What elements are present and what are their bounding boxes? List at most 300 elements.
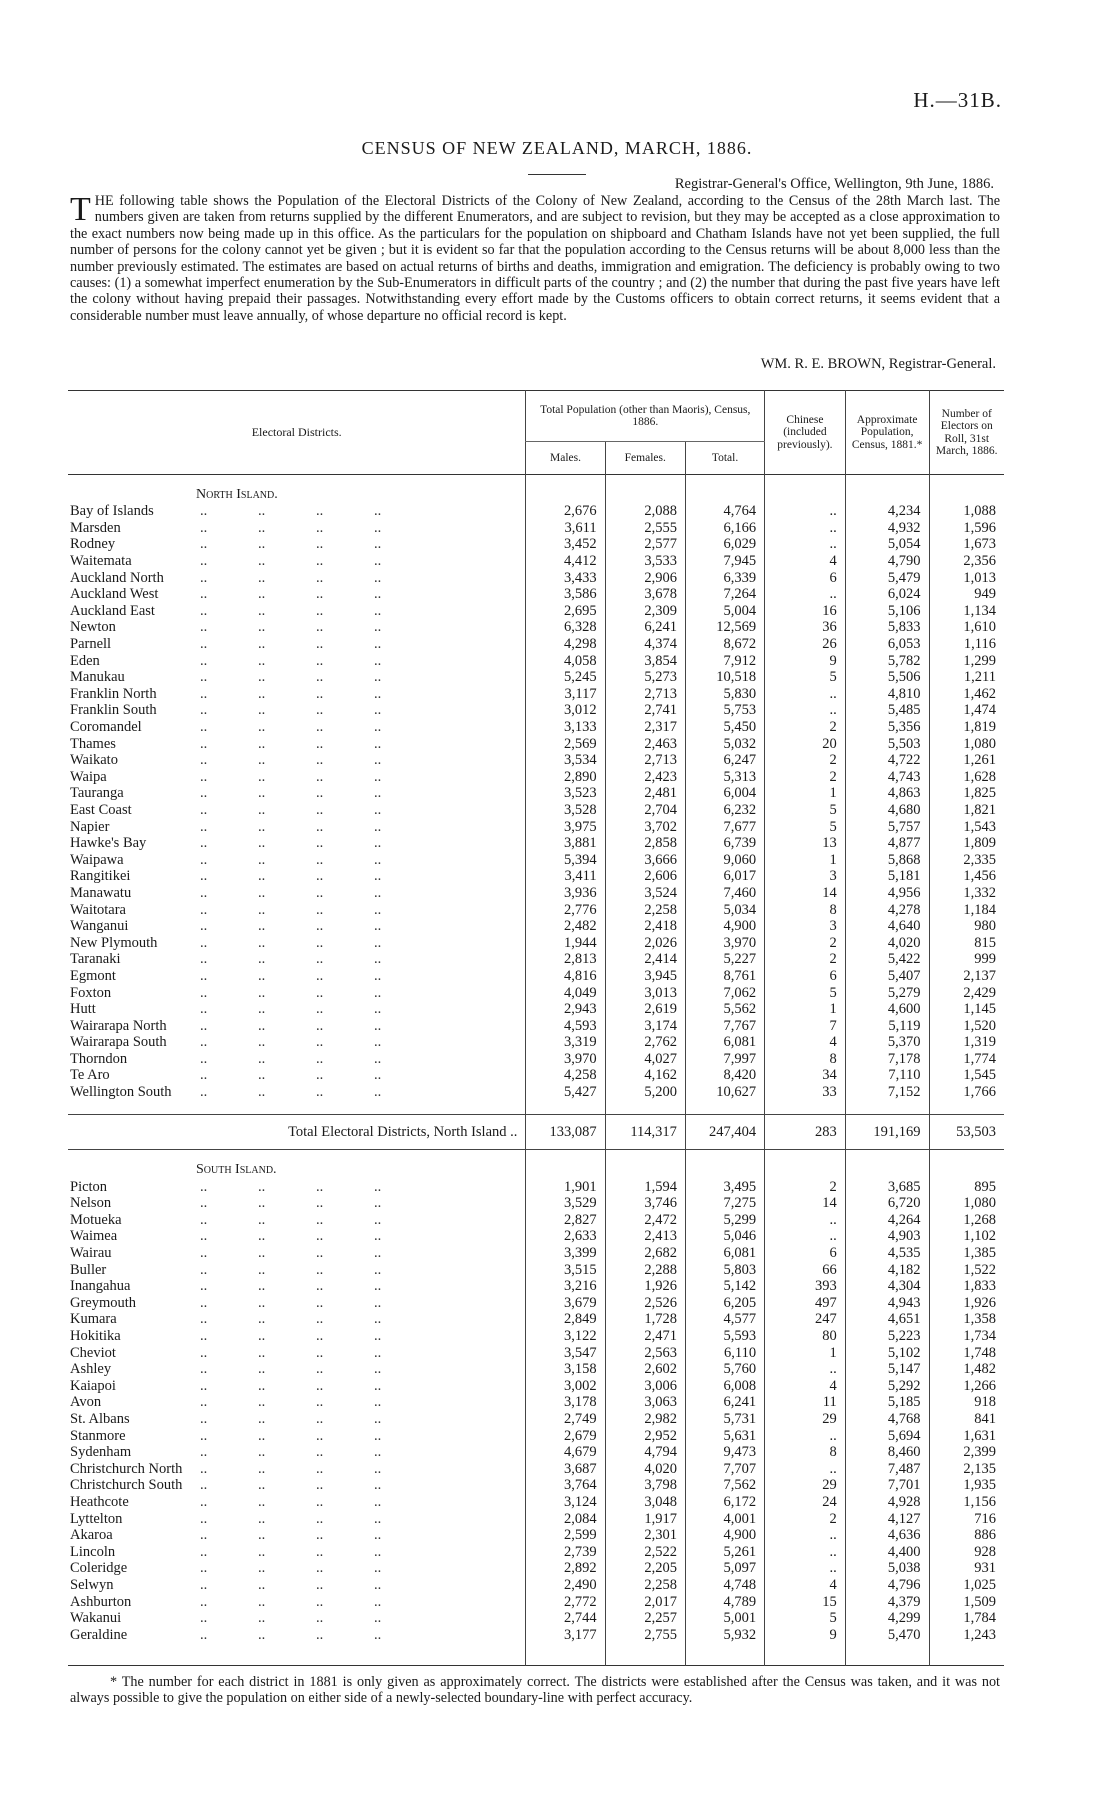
- leader-dots: ..: [316, 1460, 324, 1477]
- electors-cell: 2,356: [929, 553, 1004, 570]
- chinese-cell: 4: [765, 1034, 846, 1051]
- electors-cell: 1,610: [929, 619, 1004, 636]
- district-cell: [68, 1295, 526, 1312]
- table-row: [68, 1560, 1004, 1577]
- males-cell: 3,319: [526, 1034, 605, 1051]
- females-cell: 2,471: [605, 1328, 685, 1345]
- leader-dots: ..: [258, 1361, 266, 1378]
- females-cell: 2,288: [605, 1261, 685, 1278]
- males-cell: 3,117: [526, 686, 605, 703]
- approx-1881-cell: 5,119: [845, 1017, 929, 1034]
- leader-dots: ..: [316, 752, 324, 769]
- males-cell: 3,124: [526, 1494, 605, 1511]
- total-cell: 5,001: [685, 1610, 764, 1627]
- leader-dots: ..: [200, 669, 208, 686]
- total-electors: 53,503: [929, 1115, 1004, 1150]
- females-cell: 4,794: [605, 1444, 685, 1461]
- chinese-cell: 9: [765, 652, 846, 669]
- chinese-cell: 8: [765, 901, 846, 918]
- district-cell: [68, 603, 526, 620]
- leader-dots: ..: [200, 934, 208, 951]
- chinese-cell: 2: [765, 752, 846, 769]
- table-row: [68, 1344, 1004, 1361]
- leader-dots: ..: [258, 586, 266, 603]
- table-row: [68, 1195, 1004, 1212]
- header-population: Total Population (other than Maoris), Census, 1886.: [526, 391, 765, 442]
- total-cell: 4,001: [685, 1510, 764, 1527]
- leader-dots: ..: [200, 1377, 208, 1394]
- leader-dots: ..: [258, 1427, 266, 1444]
- table-row: [68, 851, 1004, 868]
- leader-dots: ..: [374, 685, 382, 702]
- leader-dots: ..: [316, 536, 324, 553]
- table-row: [68, 835, 1004, 852]
- divider: [528, 174, 586, 175]
- table-row: [68, 1051, 1004, 1068]
- district-cell: [68, 951, 526, 968]
- electors-cell: 1,520: [929, 1017, 1004, 1034]
- electors-cell: 1,243: [929, 1626, 1004, 1643]
- table-row: [68, 885, 1004, 902]
- table-row: [68, 934, 1004, 951]
- chinese-cell: 29: [765, 1477, 846, 1494]
- males-cell: 2,695: [526, 603, 605, 620]
- electors-cell: 1,809: [929, 835, 1004, 852]
- district-name: Waipawa: [70, 851, 124, 868]
- chinese-cell: 2: [765, 769, 846, 786]
- district-name: Taranaki: [70, 951, 121, 968]
- district-cell: [68, 1394, 526, 1411]
- males-cell: 2,679: [526, 1427, 605, 1444]
- leader-dots: ..: [258, 1228, 266, 1245]
- district-name: Thames: [70, 735, 116, 752]
- district-name: Waitotara: [70, 901, 126, 918]
- males-cell: 3,515: [526, 1261, 605, 1278]
- leader-dots: ..: [200, 652, 208, 669]
- leader-dots: ..: [316, 1344, 324, 1361]
- table-row: [68, 1261, 1004, 1278]
- females-cell: 2,481: [605, 785, 685, 802]
- total-cell: 10,518: [685, 669, 764, 686]
- males-cell: 3,523: [526, 785, 605, 802]
- approx-1881-cell: 4,928: [845, 1494, 929, 1511]
- leader-dots: ..: [374, 1361, 382, 1378]
- leader-dots: ..: [374, 1178, 382, 1195]
- approx-1881-cell: 7,152: [845, 1084, 929, 1101]
- approx-1881-cell: 5,485: [845, 702, 929, 719]
- electors-cell: 931: [929, 1560, 1004, 1577]
- approx-1881-cell: 5,503: [845, 735, 929, 752]
- total-cell: 5,142: [685, 1278, 764, 1295]
- leader-dots: ..: [316, 768, 324, 785]
- females-cell: 2,257: [605, 1610, 685, 1627]
- table-row: [68, 1295, 1004, 1312]
- leader-dots: ..: [258, 519, 266, 536]
- approx-1881-cell: 4,535: [845, 1245, 929, 1262]
- approx-1881-cell: 5,279: [845, 984, 929, 1001]
- table-row: [68, 785, 1004, 802]
- table-row: [68, 503, 1004, 520]
- leader-dots: ..: [258, 1261, 266, 1278]
- chinese-cell: ..: [765, 1212, 846, 1229]
- females-cell: 2,526: [605, 1295, 685, 1312]
- leader-dots: ..: [258, 835, 266, 852]
- total-cell: 4,789: [685, 1593, 764, 1610]
- district-name: Waimea: [70, 1228, 118, 1245]
- header-females: Females.: [605, 442, 685, 475]
- leader-dots: ..: [258, 553, 266, 570]
- leader-dots: ..: [200, 918, 208, 935]
- males-cell: 3,586: [526, 586, 605, 603]
- table-row: [68, 1577, 1004, 1594]
- electors-cell: 1,462: [929, 686, 1004, 703]
- district-cell: [68, 536, 526, 553]
- leader-dots: ..: [316, 1427, 324, 1444]
- table-row: [68, 868, 1004, 885]
- total-cell: 6,110: [685, 1344, 764, 1361]
- table-row: [68, 984, 1004, 1001]
- leader-dots: ..: [374, 801, 382, 818]
- males-cell: 4,412: [526, 553, 605, 570]
- electors-cell: 1,080: [929, 735, 1004, 752]
- district-cell: [68, 752, 526, 769]
- leader-dots: ..: [316, 1278, 324, 1295]
- total-cell: 7,264: [685, 586, 764, 603]
- females-cell: 3,678: [605, 586, 685, 603]
- district-name: Wairarapa North: [70, 1017, 167, 1034]
- total-cell: 9,060: [685, 851, 764, 868]
- leader-dots: ..: [200, 884, 208, 901]
- chinese-cell: ..: [765, 1460, 846, 1477]
- females-cell: 2,982: [605, 1411, 685, 1428]
- chinese-cell: ..: [765, 1527, 846, 1544]
- leader-dots: ..: [316, 901, 324, 918]
- males-cell: 5,245: [526, 669, 605, 686]
- district-cell: [68, 1311, 526, 1328]
- leader-dots: ..: [316, 1178, 324, 1195]
- leader-dots: ..: [374, 835, 382, 852]
- total-cell: 5,753: [685, 702, 764, 719]
- leader-dots: ..: [316, 519, 324, 536]
- electors-cell: 2,135: [929, 1460, 1004, 1477]
- leader-dots: ..: [200, 1361, 208, 1378]
- leader-dots: ..: [200, 1560, 208, 1577]
- electors-cell: 1,774: [929, 1051, 1004, 1068]
- chinese-cell: 3: [765, 918, 846, 935]
- leader-dots: ..: [200, 1195, 208, 1212]
- district-cell: [68, 569, 526, 586]
- males-cell: 3,881: [526, 835, 605, 852]
- females-cell: 2,414: [605, 951, 685, 968]
- table-row: [68, 1067, 1004, 1084]
- electors-cell: 1,145: [929, 1001, 1004, 1018]
- females-cell: 2,713: [605, 752, 685, 769]
- table-row: [68, 1510, 1004, 1527]
- approx-1881-cell: 5,479: [845, 569, 929, 586]
- approx-1881-cell: 5,757: [845, 818, 929, 835]
- leader-dots: ..: [374, 1001, 382, 1018]
- females-cell: 2,423: [605, 769, 685, 786]
- leader-dots: ..: [258, 1576, 266, 1593]
- females-cell: 3,006: [605, 1378, 685, 1395]
- electors-cell: 1,211: [929, 669, 1004, 686]
- leader-dots: ..: [316, 1394, 324, 1411]
- district-name: Eden: [70, 652, 100, 669]
- approx-1881-cell: 4,943: [845, 1295, 929, 1312]
- district-cell: [68, 1577, 526, 1594]
- total-females: 114,317: [605, 1115, 685, 1150]
- district-name: Manawatu: [70, 884, 132, 901]
- district-name: Christchurch South: [70, 1477, 183, 1494]
- district-cell: [68, 1610, 526, 1627]
- electors-cell: 1,734: [929, 1328, 1004, 1345]
- males-cell: 2,599: [526, 1527, 605, 1544]
- district-name: Waikato: [70, 752, 118, 769]
- leader-dots: ..: [316, 984, 324, 1001]
- leader-dots: ..: [316, 1261, 324, 1278]
- females-cell: 2,258: [605, 1577, 685, 1594]
- leader-dots: ..: [316, 586, 324, 603]
- leader-dots: ..: [200, 719, 208, 736]
- electors-cell: 1,833: [929, 1278, 1004, 1295]
- approx-1881-cell: 4,651: [845, 1311, 929, 1328]
- total-row: [68, 1115, 1004, 1150]
- chinese-cell: 2: [765, 951, 846, 968]
- males-cell: 2,813: [526, 951, 605, 968]
- total-cell: 6,172: [685, 1494, 764, 1511]
- district-cell: [68, 1067, 526, 1084]
- footnote: [70, 1674, 1000, 1707]
- district-cell: [68, 1261, 526, 1278]
- leader-dots: ..: [200, 735, 208, 752]
- electors-cell: 1,784: [929, 1610, 1004, 1627]
- table-row: [68, 1017, 1004, 1034]
- signature: WM. R. E. BROWN, Registrar-General.: [760, 356, 996, 372]
- chinese-cell: 1: [765, 1344, 846, 1361]
- males-cell: 3,178: [526, 1394, 605, 1411]
- table-row: [68, 586, 1004, 603]
- leader-dots: ..: [374, 1211, 382, 1228]
- district-name: Akaroa: [70, 1527, 113, 1544]
- approx-1881-cell: 5,102: [845, 1344, 929, 1361]
- leader-dots: ..: [258, 901, 266, 918]
- leader-dots: ..: [258, 1278, 266, 1295]
- district-cell: [68, 1017, 526, 1034]
- district-cell: [68, 934, 526, 951]
- leader-dots: ..: [200, 1034, 208, 1051]
- district-name: Waitemata: [70, 553, 132, 570]
- leader-dots: ..: [374, 719, 382, 736]
- leader-dots: ..: [258, 652, 266, 669]
- females-cell: 2,762: [605, 1034, 685, 1051]
- approx-1881-cell: 5,038: [845, 1560, 929, 1577]
- leader-dots: ..: [374, 669, 382, 686]
- leader-dots: ..: [200, 835, 208, 852]
- leader-dots: ..: [316, 801, 324, 818]
- district-name: Wanganui: [70, 918, 129, 935]
- district-cell: [68, 1344, 526, 1361]
- table-row: [68, 520, 1004, 537]
- total-cell: 7,460: [685, 885, 764, 902]
- females-cell: 2,906: [605, 569, 685, 586]
- electors-cell: 2,429: [929, 984, 1004, 1001]
- leader-dots: ..: [316, 553, 324, 570]
- district-name: East Coast: [70, 801, 132, 818]
- chinese-cell: 29: [765, 1411, 846, 1428]
- leader-dots: ..: [374, 1527, 382, 1544]
- chinese-cell: 80: [765, 1328, 846, 1345]
- males-cell: 1,901: [526, 1178, 605, 1195]
- table-row: [68, 669, 1004, 686]
- leader-dots: ..: [374, 1593, 382, 1610]
- table-row: [68, 569, 1004, 586]
- males-cell: 3,177: [526, 1626, 605, 1643]
- district-name: New Plymouth: [70, 934, 158, 951]
- leader-dots: ..: [258, 884, 266, 901]
- females-cell: 5,200: [605, 1084, 685, 1101]
- electors-cell: 1,332: [929, 885, 1004, 902]
- males-cell: 2,482: [526, 918, 605, 935]
- leader-dots: ..: [316, 1593, 324, 1610]
- males-cell: 3,970: [526, 1051, 605, 1068]
- table-row: [68, 1378, 1004, 1395]
- approx-1881-cell: 5,106: [845, 603, 929, 620]
- females-cell: 3,854: [605, 652, 685, 669]
- district-cell: [68, 1543, 526, 1560]
- leader-dots: ..: [316, 818, 324, 835]
- leader-dots: ..: [316, 934, 324, 951]
- district-name: Greymouth: [70, 1294, 137, 1311]
- table-row: [68, 1311, 1004, 1328]
- district-name: Ashburton: [70, 1593, 132, 1610]
- total-cell: 5,032: [685, 735, 764, 752]
- males-cell: 2,943: [526, 1001, 605, 1018]
- males-cell: 2,084: [526, 1510, 605, 1527]
- electors-cell: 1,116: [929, 636, 1004, 653]
- district-name: Te Aro: [70, 1067, 110, 1084]
- table-row: [68, 1394, 1004, 1411]
- approx-1881-cell: 5,370: [845, 1034, 929, 1051]
- females-cell: 1,917: [605, 1510, 685, 1527]
- chinese-cell: 497: [765, 1295, 846, 1312]
- chinese-cell: 16: [765, 603, 846, 620]
- total-cell: 4,577: [685, 1311, 764, 1328]
- females-cell: 2,682: [605, 1245, 685, 1262]
- total-cell: 6,004: [685, 785, 764, 802]
- table-row: [68, 901, 1004, 918]
- approx-1881-cell: 5,694: [845, 1427, 929, 1444]
- leader-dots: ..: [258, 1560, 266, 1577]
- header-males: Males.: [526, 442, 605, 475]
- district-cell: [68, 1411, 526, 1428]
- chinese-cell: ..: [765, 1427, 846, 1444]
- leader-dots: ..: [258, 967, 266, 984]
- leader-dots: ..: [374, 1543, 382, 1560]
- leader-dots: ..: [374, 1067, 382, 1084]
- females-cell: 2,755: [605, 1626, 685, 1643]
- district-cell: [68, 769, 526, 786]
- leader-dots: ..: [200, 785, 208, 802]
- electors-cell: 980: [929, 918, 1004, 935]
- chinese-cell: 4: [765, 1378, 846, 1395]
- electors-cell: 1,819: [929, 719, 1004, 736]
- district-cell: [68, 1510, 526, 1527]
- table-row: [68, 951, 1004, 968]
- leader-dots: ..: [258, 669, 266, 686]
- males-cell: 4,049: [526, 984, 605, 1001]
- leader-dots: ..: [374, 901, 382, 918]
- electors-cell: 1,935: [929, 1477, 1004, 1494]
- leader-dots: ..: [374, 884, 382, 901]
- table-row: [68, 802, 1004, 819]
- district-name: Wairarapa South: [70, 1034, 167, 1051]
- chinese-cell: 5: [765, 984, 846, 1001]
- females-cell: 3,048: [605, 1494, 685, 1511]
- intro-text: HE following table shows the Population of the Electoral Districts of the Colony of New Zealand, according to the Census of the 28th March last. The numbers given are taken from returns supplied by the different Enumerators, and are subject to revision, but they may be accepted as a close approximation to the exact numbers now being made up in this office. As the particulars for the population on shipboard and Chatham Islands have not yet been supplied, the full number of persons for the colony cannot yet be given ; but it is evident so far that the population according to the Census returns will be about 8,000 less than the number previously estimated. The estimates are based on actual returns of births and deaths, immigration and emigration. The deficiency is probably owing to two causes: (1) a somewhat imperfect enumeration by the Sub-Enumerators in difficult parts of the country ; and (2) the number that during the past five years have left the colony without having prepaid their passages. Notwithstanding every effort made by the Customs officers to obtain correct returns, it seems evident that a considerable number must leave annually, of whose departure no official record is kept.: [70, 193, 1000, 324]
- district-cell: [68, 785, 526, 802]
- district-cell: [68, 1084, 526, 1101]
- males-cell: 2,676: [526, 503, 605, 520]
- leader-dots: ..: [374, 1344, 382, 1361]
- total-cell: 5,760: [685, 1361, 764, 1378]
- electors-cell: 1,522: [929, 1261, 1004, 1278]
- district-name: Tauranga: [70, 785, 124, 802]
- district-name: Bay of Islands: [70, 503, 154, 520]
- females-cell: 2,317: [605, 719, 685, 736]
- leader-dots: ..: [316, 619, 324, 636]
- electors-cell: 1,543: [929, 818, 1004, 835]
- table-row: [68, 652, 1004, 669]
- leader-dots: ..: [374, 1034, 382, 1051]
- leader-dots: ..: [200, 967, 208, 984]
- chinese-cell: 13: [765, 835, 846, 852]
- electors-cell: 1,673: [929, 536, 1004, 553]
- leader-dots: ..: [258, 735, 266, 752]
- approx-1881-cell: 4,127: [845, 1510, 929, 1527]
- electors-cell: 1,509: [929, 1593, 1004, 1610]
- leader-dots: ..: [258, 1245, 266, 1262]
- district-name: St. Albans: [70, 1410, 130, 1427]
- district-name: Wakanui: [70, 1610, 122, 1627]
- leader-dots: ..: [316, 1560, 324, 1577]
- electors-cell: 1,456: [929, 868, 1004, 885]
- table-row: [68, 1178, 1004, 1195]
- total-cell: 6,739: [685, 835, 764, 852]
- total-cell: 8,761: [685, 968, 764, 985]
- total-cell: 3,495: [685, 1178, 764, 1195]
- females-cell: 2,301: [605, 1527, 685, 1544]
- total-cell: 4,900: [685, 918, 764, 935]
- leader-dots: ..: [316, 503, 324, 520]
- females-cell: 2,017: [605, 1593, 685, 1610]
- approx-1881-cell: 5,356: [845, 719, 929, 736]
- leader-dots: ..: [200, 1510, 208, 1527]
- district-name: Selwyn: [70, 1576, 114, 1593]
- leader-dots: ..: [258, 1084, 266, 1101]
- leader-dots: ..: [374, 1377, 382, 1394]
- leader-dots: ..: [258, 1311, 266, 1328]
- males-cell: 5,427: [526, 1084, 605, 1101]
- approx-1881-cell: 5,782: [845, 652, 929, 669]
- electors-cell: 1,926: [929, 1295, 1004, 1312]
- leader-dots: ..: [200, 1178, 208, 1195]
- district-cell: [68, 968, 526, 985]
- electors-cell: 1,628: [929, 769, 1004, 786]
- footnote-text: * The number for each district in 1881 is only given as approximately correct. The districts were established after the Census was taken, and it was not always possible to give the population on either side of a newly-selected boundary-line with perfect accuracy.: [70, 1674, 1000, 1707]
- district-cell: [68, 652, 526, 669]
- total-cell: 5,004: [685, 603, 764, 620]
- leader-dots: ..: [316, 719, 324, 736]
